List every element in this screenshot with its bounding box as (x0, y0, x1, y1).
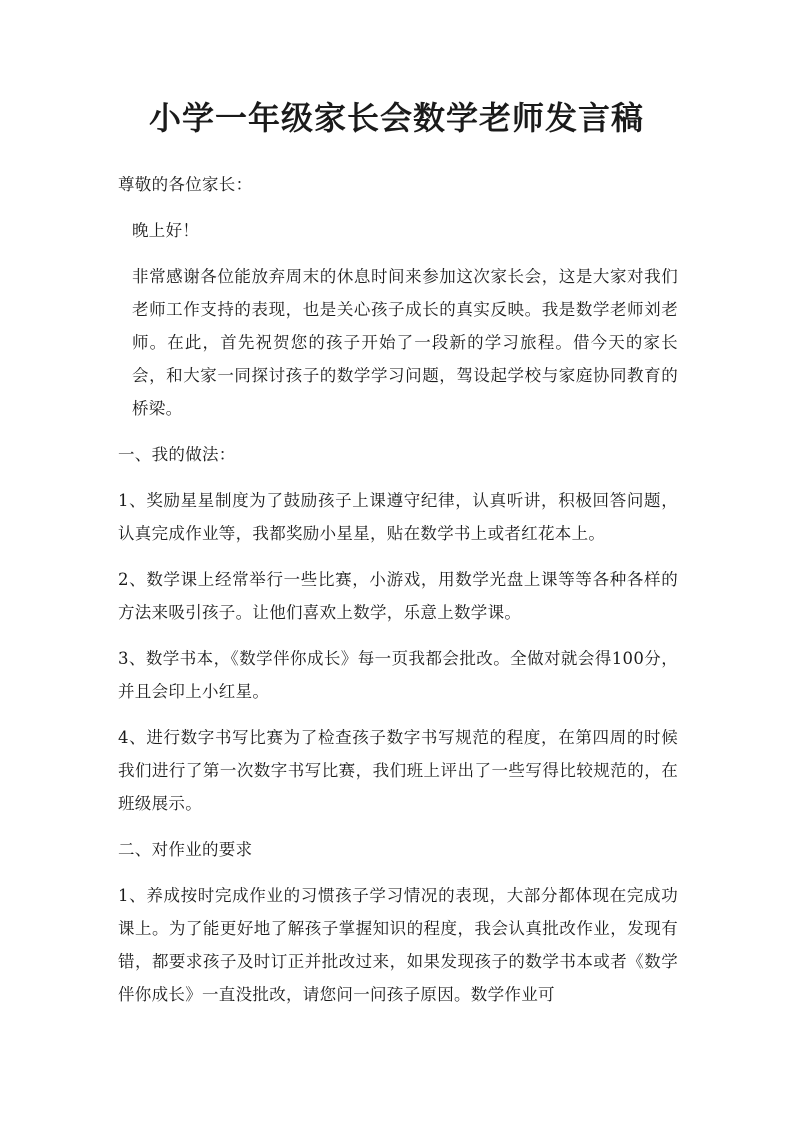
method-item-2: 2、数学课上经常举行一些比赛，小游戏，用数学光盘上课等等各种各样的方法来吸引孩子。让他们喜欢上数学，乐意上数学课。 (118, 570, 678, 622)
greeting: 晚上好！ (132, 221, 200, 240)
homework-item-1: 1、养成按时完成作业的习惯孩子学习情况的表现，大部分都体现在完成功课上。为了能更好地了解孩子掌握知识的程度，我会认真批改作业，发现有错，都要求孩子及时订正并批改过来，如果发现孩子的数学书本或者《数学伴你成长》一直没批改，请您问一问孩子原因。数学作业可 (118, 886, 678, 1004)
method-item-1: 1、奖励星星制度为了鼓励孩子上课遵守纪律，认真听讲，积极回答问题，认真完成作业等，我都奖励小星星，贴在数学书上或者红花本上。 (118, 491, 678, 543)
salutation: 尊敬的各位家长： (118, 175, 253, 194)
section-heading-homework: 二、对作业的要求 (118, 840, 253, 859)
method-item-4: 4、进行数字书写比赛为了检查孩子数字书写规范的程度，在第四周的时候我们进行了第一次数字书写比赛，我们班上评出了一些写得比较规范的，在班级展示。 (118, 728, 678, 813)
section-heading-my-methods: 一、我的做法： (118, 445, 236, 464)
document-body (118, 168, 678, 1024)
intro-paragraph: 非常感谢各位能放弃周末的休息时间来参加这次家长会，这是大家对我们老师工作支持的表现，也是关心孩子成长的真实反映。我是数学老师刘老师。在此，首先祝贺您的孩子开始了一段新的学习旅程。借今天的家长会，和大家一同探讨孩子的数学学习问题，驾设起学校与家庭协同教育的桥梁。 (132, 267, 678, 418)
document-title: 小学一年级家长会数学老师发言稿 (148, 99, 644, 137)
method-item-3: 3、数学书本，《数学伴你成长》每一页我都会批改。全做对就会得100分，并且会印上小红星。 (118, 649, 678, 701)
